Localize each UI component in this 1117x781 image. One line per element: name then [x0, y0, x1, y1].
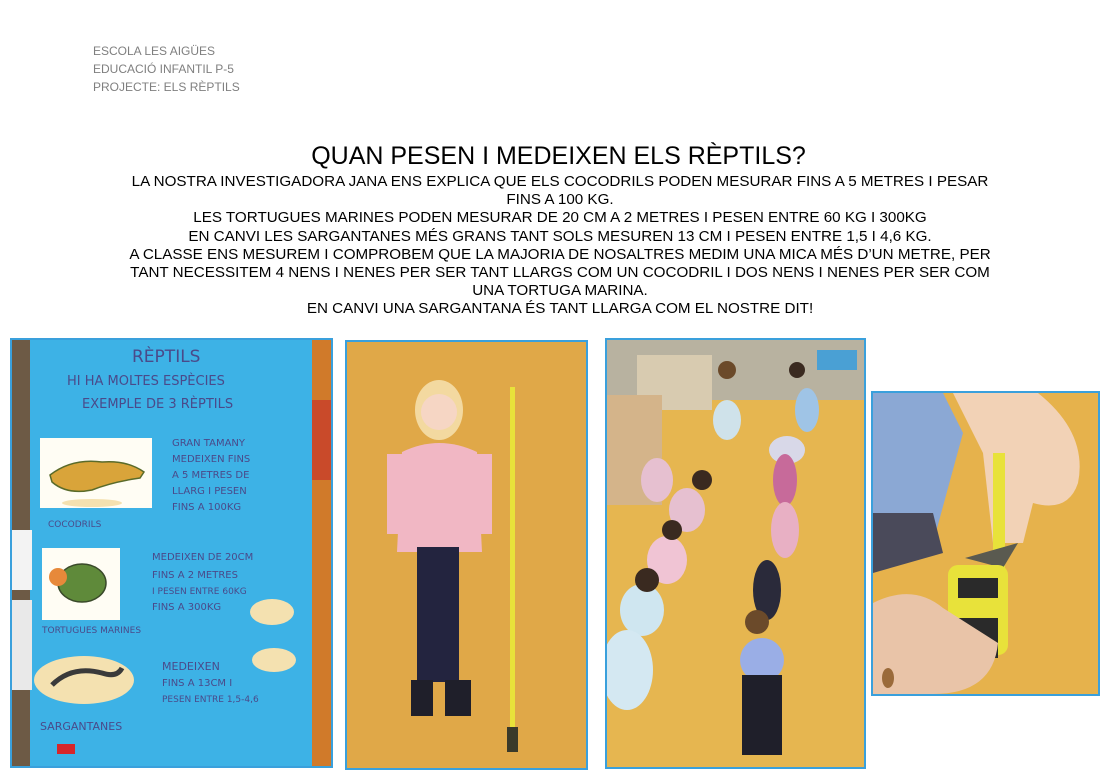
- poster-line: EXEMPLE DE 3 RÈPTILS: [82, 397, 234, 412]
- body-text: [100, 173, 1020, 319]
- school-level: EDUCACIÓ INFANTIL P-5: [93, 62, 234, 76]
- measuring-tape: [510, 387, 515, 752]
- project-name: PROJECTE: ELS RÈPTILS: [93, 80, 240, 94]
- girl-trousers: [417, 547, 459, 682]
- body-line: LA NOSTRA INVESTIGADORA JANA ENS EXPLICA QUE ELS COCODRILS PODEN MESURAR FINS A 5 METRES I PESAR: [131, 173, 989, 190]
- lizard-label: SARGANTANES: [40, 720, 123, 733]
- school-name: ESCOLA LES AIGÜES: [93, 44, 216, 58]
- poster-heading: RÈPTILS: [132, 347, 201, 367]
- lizard-note: PESEN ENTRE 1,5-4,6: [162, 695, 259, 705]
- body-line: FINS A 100 KG.: [506, 191, 614, 209]
- lizard-drawing-card: [34, 656, 134, 704]
- croc-note: A 5 METRES DE: [172, 470, 250, 481]
- body-line: UNA TORTUGA MARINA.: [472, 282, 648, 300]
- page-title: QUAN PESEN I MEDEIXEN ELS RÈPTILS?: [311, 142, 806, 170]
- body-line: EN CANVI LES SARGANTANES MÉS GRANS TANT SOLS MESUREN 13 CM I PESEN ENTRE 1,5 I 4,6 KG.: [188, 227, 932, 245]
- body-line: LES TORTUGUES MARINES PODEN MESURAR DE 20 CM A 2 METRES I PESEN ENTRE 60 KG I 300KG: [193, 209, 927, 227]
- turtle-drawing: [58, 564, 106, 602]
- body-line: EN CANVI UNA SARGANTANA ÉS TANT LLARGA COM EL NOSTRE DIT!: [306, 300, 814, 318]
- children-illustration: [607, 340, 864, 767]
- girl-with-tape-illustration: [347, 342, 586, 768]
- lizard-note: FINS A 13CM I: [162, 678, 233, 689]
- croc-note: FINS A 100KG: [172, 502, 242, 513]
- turtle-note: I PESEN ENTRE 60KG: [152, 587, 247, 597]
- turtle-label: TORTUGUES MARINES: [42, 626, 142, 636]
- school-header: [93, 42, 240, 96]
- girl-face: [421, 394, 457, 430]
- girl-measuring-photo: [345, 340, 588, 770]
- lizard-note: MEDEIXEN: [162, 660, 220, 673]
- poster-illustration: [12, 340, 331, 766]
- body-line: TANT NECESSITEM 4 NENS I NENES PER SER TANT LLARGS COM UN COCODRIL I DOS NENS I NENES PER SER COM: [130, 264, 990, 282]
- girl-pink-smock: [397, 443, 482, 552]
- turtle-note: FINS A 2 METRES: [152, 570, 238, 581]
- croc-note: GRAN TAMANY: [172, 438, 246, 449]
- croc-note: LLARG I PESEN: [172, 486, 247, 497]
- hands-tape-illustration: [873, 393, 1098, 694]
- turtle-note: FINS A 300KG: [152, 602, 222, 613]
- tape-measure-photo: [871, 391, 1100, 696]
- turtle-note: MEDEIXEN DE 20CM: [152, 552, 254, 563]
- children-line-photo: [605, 338, 866, 769]
- croc-label: COCODRILS: [48, 520, 102, 530]
- poster-line: HI HA MOLTES ESPÈCIES: [67, 374, 225, 389]
- body-line: A CLASSE ENS MESUREM I COMPROBEM QUE LA MAJORIA DE NOSALTRES MEDIM UNA MICA MÉS D’UN METRE, PER: [129, 245, 991, 263]
- croc-note: MEDEIXEN FINS: [172, 454, 251, 465]
- poster-photo: [10, 338, 333, 768]
